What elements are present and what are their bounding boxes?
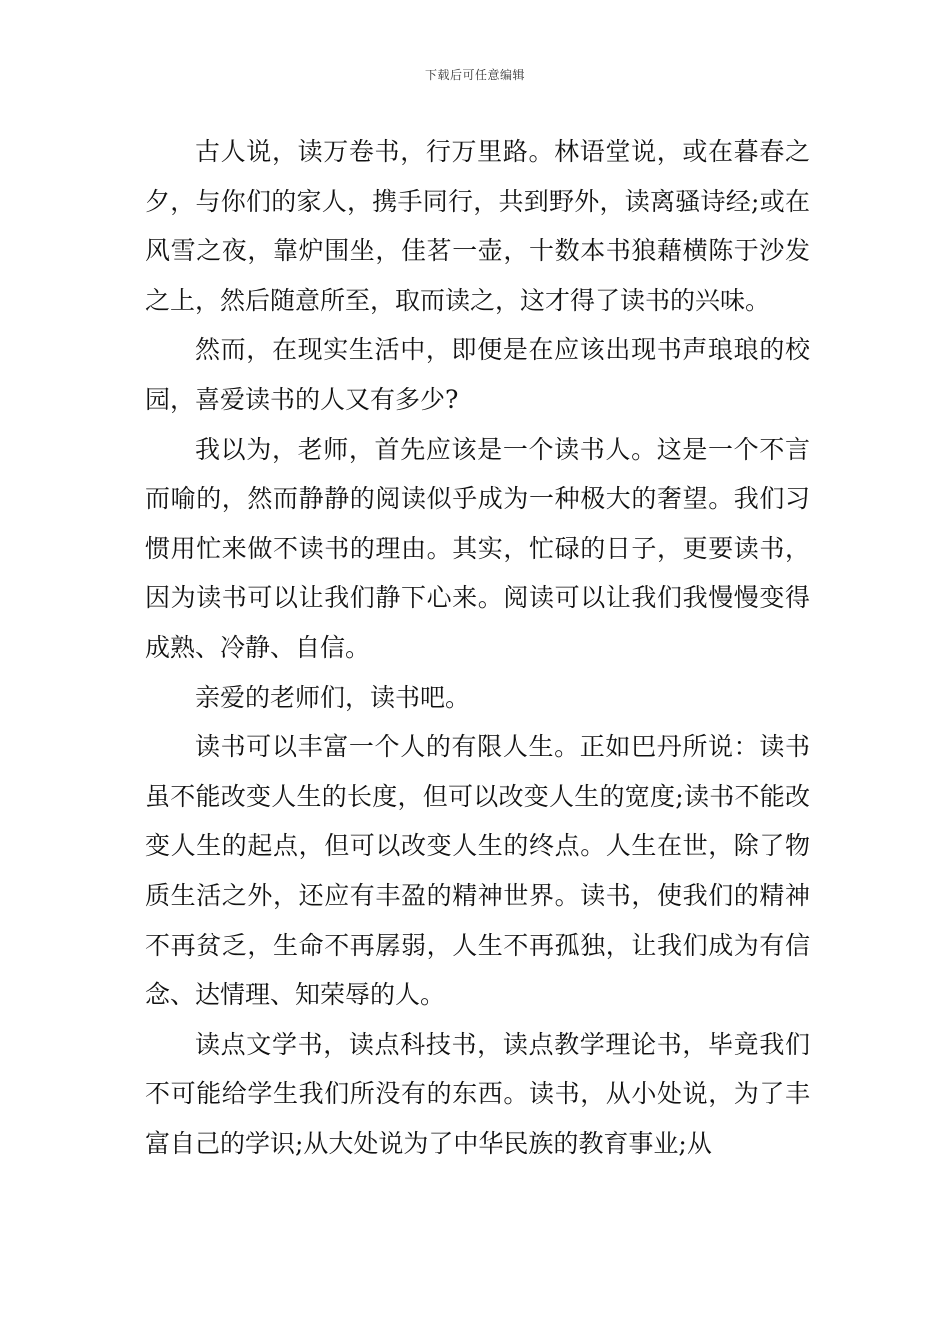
paragraph-6: 读点文学书，读点科技书，读点教学理论书，毕竟我们不可能给学生我们所没有的东西。读书，从小处说，为了丰富自己的学识;从大处说为了中华民族的教育事业;从 xyxy=(145,1029,810,1158)
header-note: 下载后可任意编辑 xyxy=(424,68,525,82)
paragraph-3: 我以为，老师，首先应该是一个读书人。这是一个不言而喻的，然而静静的阅读似乎成为一种极大的奢望。我们习惯用忙来做不读书的理由。其实，忙碌的日子，更要读书，因为读书可以让我们静下心来。阅读可以让我们我慢慢变得成熟、冷静、自信。 xyxy=(145,434,810,662)
paragraph-2: 然而，在现实生活中，即便是在应该出现书声琅琅的校园，喜爱读书的人又有多少? xyxy=(145,335,810,414)
paragraph-5: 读书可以丰富一个人的有限人生。正如巴丹所说：读书虽不能改变人生的长度，但可以改变人生的宽度;读书不能改变人生的起点，但可以改变人生的终点。人生在世，除了物质生活之外，还应有丰盈的精神世界。读书，使我们的精神不再贫乏，生命不再孱弱，人生不再孤独，让我们成为有信念、达情理、知荣辱的人。 xyxy=(145,732,810,1010)
paragraph-1: 古人说，读万卷书，行万里路。林语堂说，或在暮春之夕，与你们的家人，携手同行，共到野外，读离骚诗经;或在风雪之夜，靠炉围坐，佳茗一壶，十数本书狼藉横陈于沙发之上，然后随意所至，取而读之，这才得了读书的兴味。 xyxy=(145,137,810,315)
paragraph-4: 亲爱的老师们，读书吧。 xyxy=(195,682,471,712)
document-body xyxy=(145,127,810,1168)
